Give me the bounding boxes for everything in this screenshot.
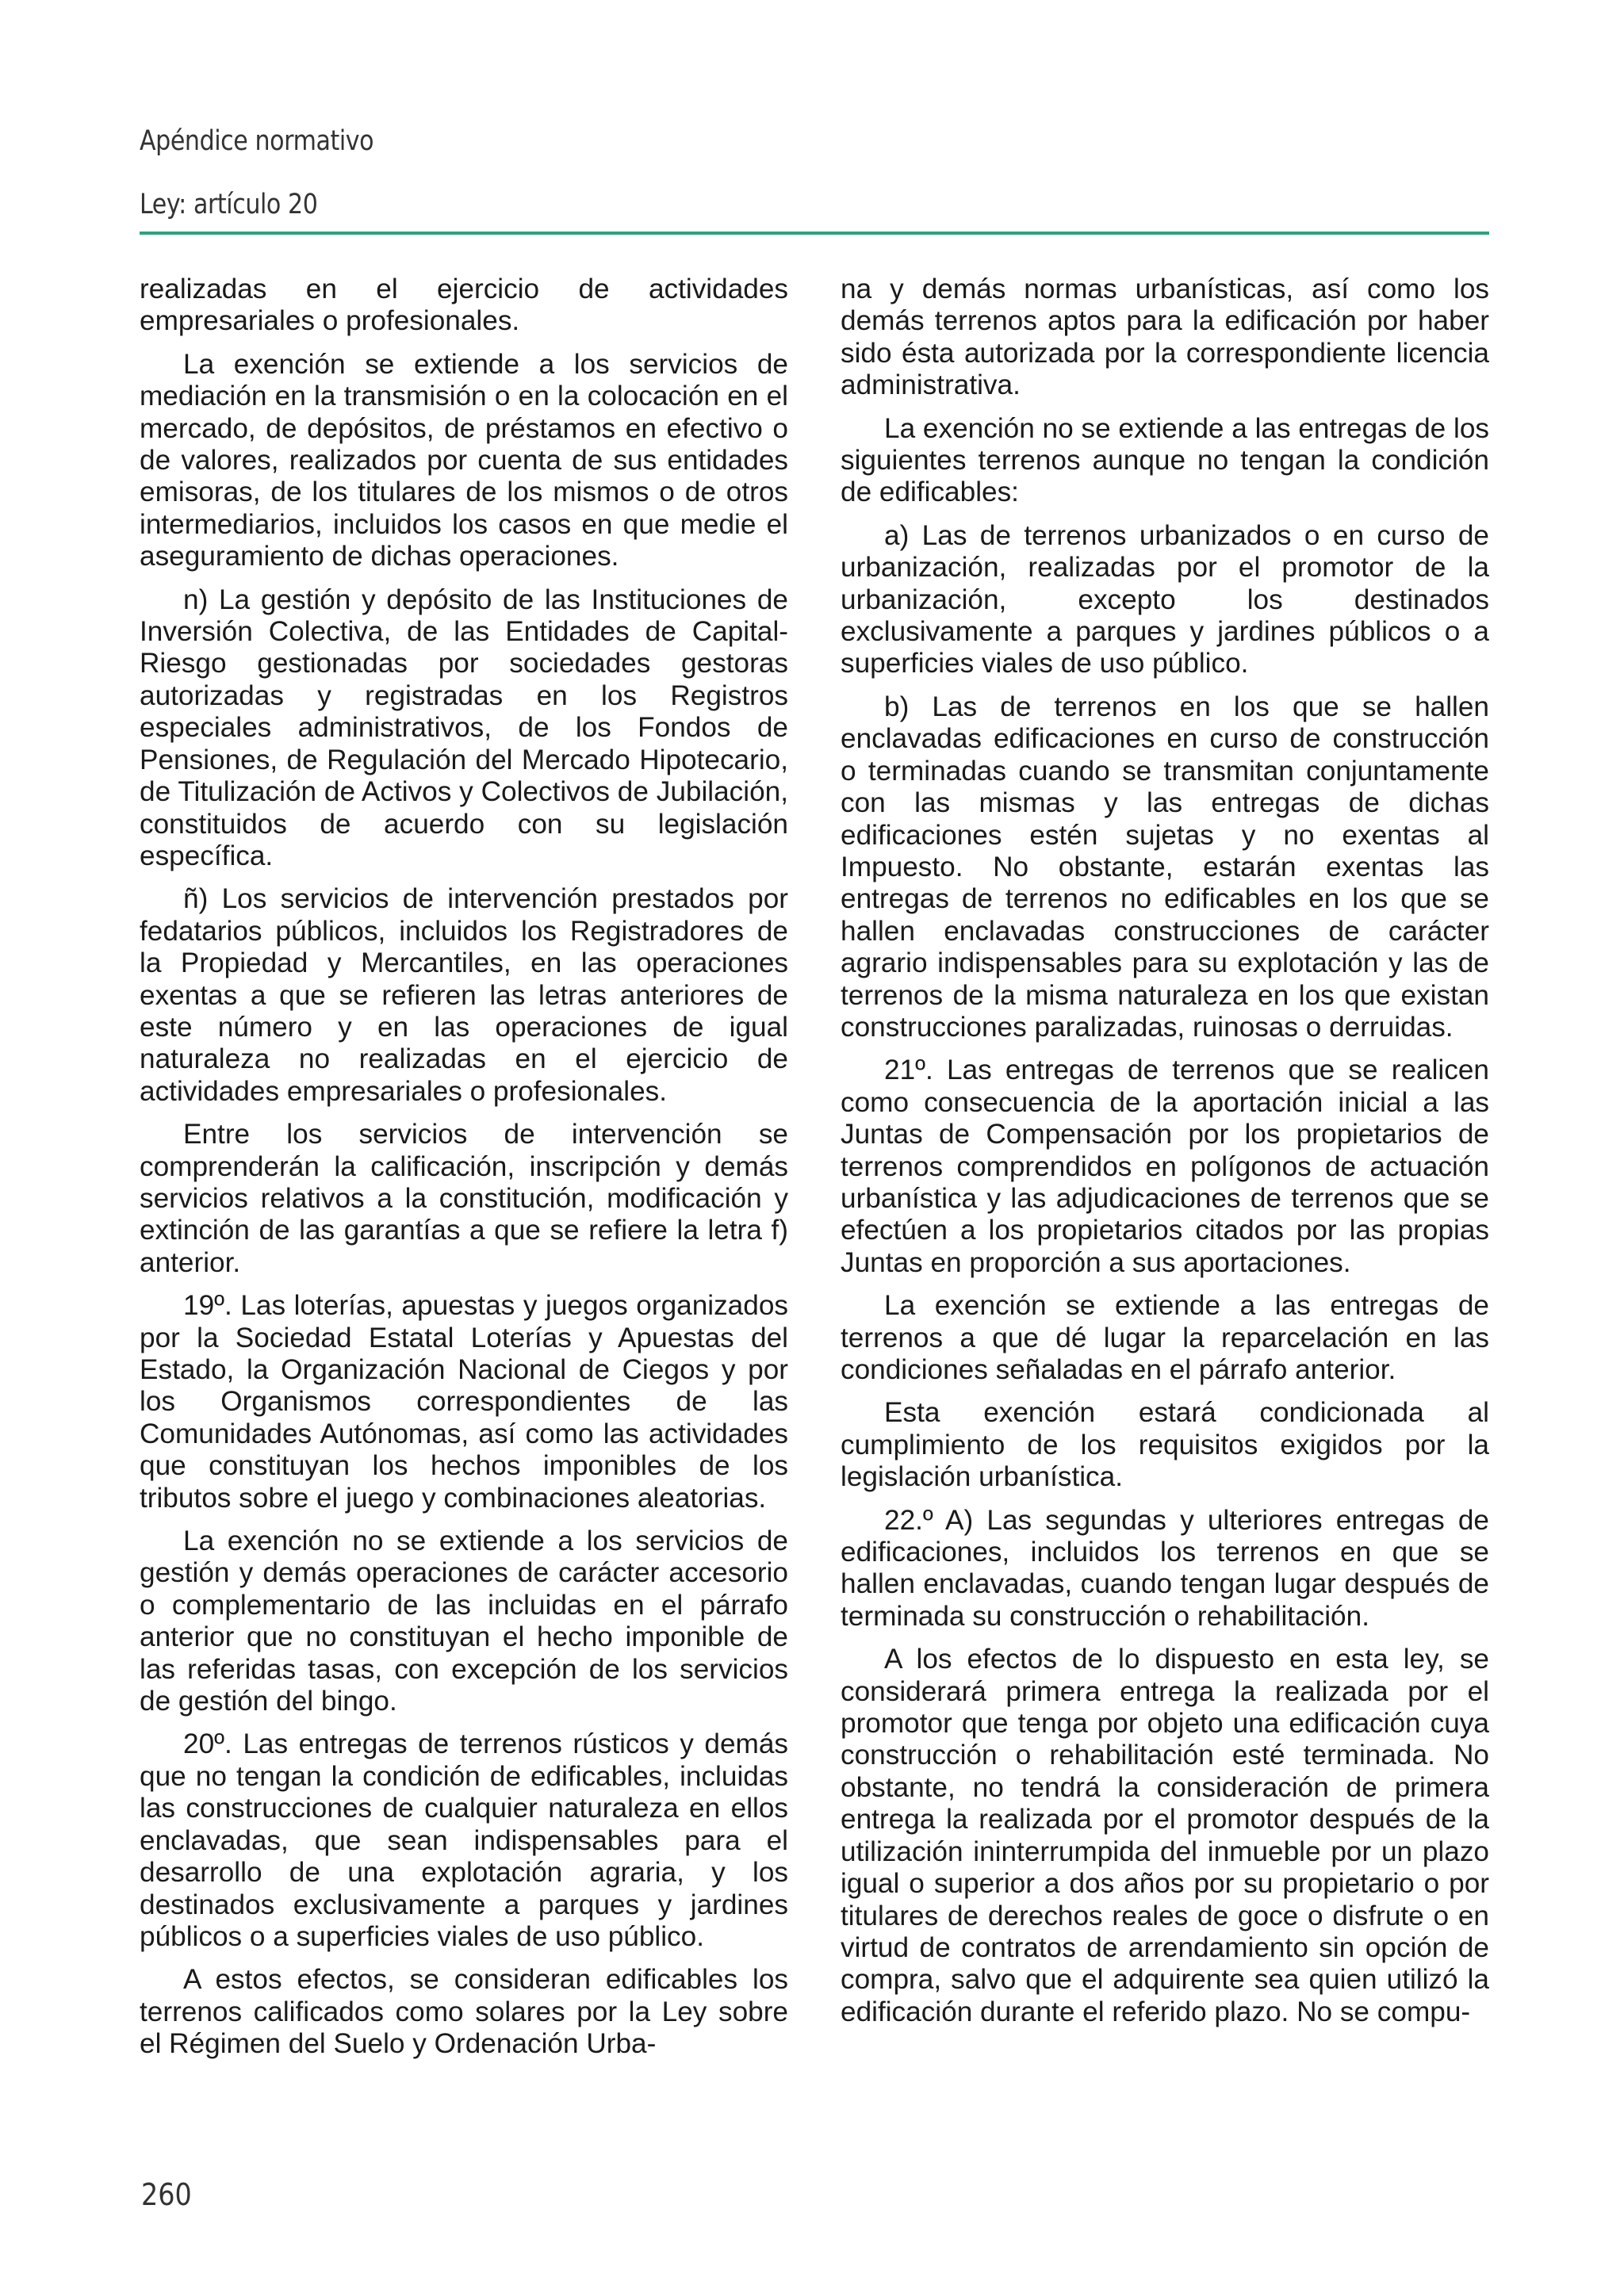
paragraph: La exención no se extiende a las entregas de los siguientes terrenos aunque no tengan la condición de edificables: <box>841 412 1489 508</box>
page-number: 260 <box>141 2177 192 2212</box>
running-head-section: Apéndice normativo <box>140 125 374 157</box>
paragraph: La exención se extiende a las entregas de terrenos a que dé lugar la reparcelación en las condiciones señaladas en el párrafo anterior. <box>841 1290 1489 1385</box>
paragraph: n) La gestión y depósito de las Instituciones de Inversión Colectiva, de las Entidades de Capital-Riesgo gestionadas por sociedades gestoras autorizadas y registradas en los Registros especiales administrativos, de los Fondos de Pensiones, de Regulación del Mercado Hipotecario, de Titulización de Activos y Colectivos de Jubilación, constituidos de acuerdo con su legislación específica. <box>140 584 788 871</box>
left-text-column <box>140 274 788 2072</box>
paragraph: La exención se extiende a los servicios de mediación en la transmisión o en la colocación en el mercado, de depósitos, de préstamos en efectivo o de valores, realizados por cuenta de sus entidades emisoras, de los titulares de los mismos o de otros intermediarios, incluidos los casos en que medie el aseguramiento de dichas operaciones. <box>140 348 788 572</box>
paragraph: La exención no se extiende a los servicios de gestión y demás operaciones de carácter accesorio o complementario de las incluidas en el párrafo anterior que no constituyan el hecho imponible de las referidas tasas, con excepción de los servicios de gestión del bingo. <box>140 1525 788 1717</box>
paragraph: na y demás normas urbanísticas, así como los demás terrenos aptos para la edificación por haber sido ésta autorizada por la correspondiente licencia administrativa. <box>841 274 1489 401</box>
paragraph: Esta exención estará condicionada al cumplimiento de los requisitos exigidos por la legislación urbanística. <box>841 1397 1489 1493</box>
paragraph: a) Las de terrenos urbanizados o en curso de urbanización, realizadas por el promotor de la urbanización, excepto los destinados exclusivamente a parques y jardines públicos o a superficies viales de uso público. <box>841 519 1489 679</box>
paragraph: 19º. Las loterías, apuestas y juegos organizados por la Sociedad Estatal Loterías y Apuestas del Estado, la Organización Nacional de Ciegos y por los Organismos correspondientes de las Comunidades Autónomas, así como las actividades que constituyan los hechos imponibles de los tributos sobre el juego y combinaciones aleatorias. <box>140 1290 788 1514</box>
paragraph: ñ) Los servicios de intervención prestados por fedatarios públicos, incluidos los Registradores de la Propiedad y Mercantiles, en las operaciones exentas a que se refieren las letras anteriores de este número y en las operaciones de igual naturaleza no realizadas en el ejercicio de actividades empresariales o profesionales. <box>140 883 788 1107</box>
paragraph: 21º. Las entregas de terrenos que se realicen como consecuencia de la aportación inicial a las Juntas de Compensación por los propietarios de terrenos comprendidos en polígonos de actuación urbanística y las adjudicaciones de terrenos que se efectúen a los propietarios citados por las propias Juntas en proporción a sus aportaciones. <box>841 1055 1489 1278</box>
paragraph: 22.º A) Las segundas y ulteriores entregas de edificaciones, incluidos los terrenos en que se hallen enclavadas, cuando tengan lugar después de terminada su construcción o rehabilitación. <box>841 1504 1489 1632</box>
header-divider <box>140 232 1489 235</box>
paragraph: Entre los servicios de intervención se comprenderán la calificación, inscripción y demás servicios relativos a la constitución, modificación y extinción de las garantías a que se refiere la letra f) anterior. <box>140 1119 788 1278</box>
paragraph: b) Las de terrenos en los que se hallen enclavadas edificaciones en curso de construcción o terminadas cuando se transmitan conjuntamente con las mismas y las entregas de dichas edificaciones estén sujetas y no exentas al Impuesto. No obstante, estarán exentas las entregas de terrenos no edificables en los que se hallen enclavadas construcciones de carácter agrario indispensables para su explotación y las de terrenos de la misma naturaleza en los que existan construcciones paralizadas, ruinosas o derruidas. <box>841 691 1489 1043</box>
running-head-subsection: Ley: artículo 20 <box>140 189 318 220</box>
paragraph: realizadas en el ejercicio de actividades empresariales o profesionales. <box>140 274 788 337</box>
paragraph: A estos efectos, se consideran edificables los terrenos calificados como solares por la Ley sobre el Régimen del Suelo y Ordenación Urba- <box>140 1964 788 2060</box>
right-text-column <box>841 274 1489 2039</box>
paragraph: A los efectos de lo dispuesto en esta ley, se considerará primera entrega la realizada por el promotor que tenga por objeto una edificación cuya construcción o rehabilitación esté terminada. No obstante, no tendrá la consideración de primera entrega la realizada por el promotor después de la utilización ininterrumpida del inmueble por un plazo igual o superior a dos años por su propietario o por titulares de derechos reales de goce o disfrute o en virtud de contratos de arrendamiento sin opción de compra, salvo que el adquirente sea quien utilizó la edificación durante el referido plazo. No se compu- <box>841 1644 1489 2027</box>
paragraph: 20º. Las entregas de terrenos rústicos y demás que no tengan la condición de edificables, incluidas las construcciones de cualquier naturaleza en ellos enclavadas, que sean indispensables para el desarrollo de una explotación agraria, y los destinados exclusivamente a parques y jardines públicos o a superficies viales de uso público. <box>140 1728 788 1952</box>
